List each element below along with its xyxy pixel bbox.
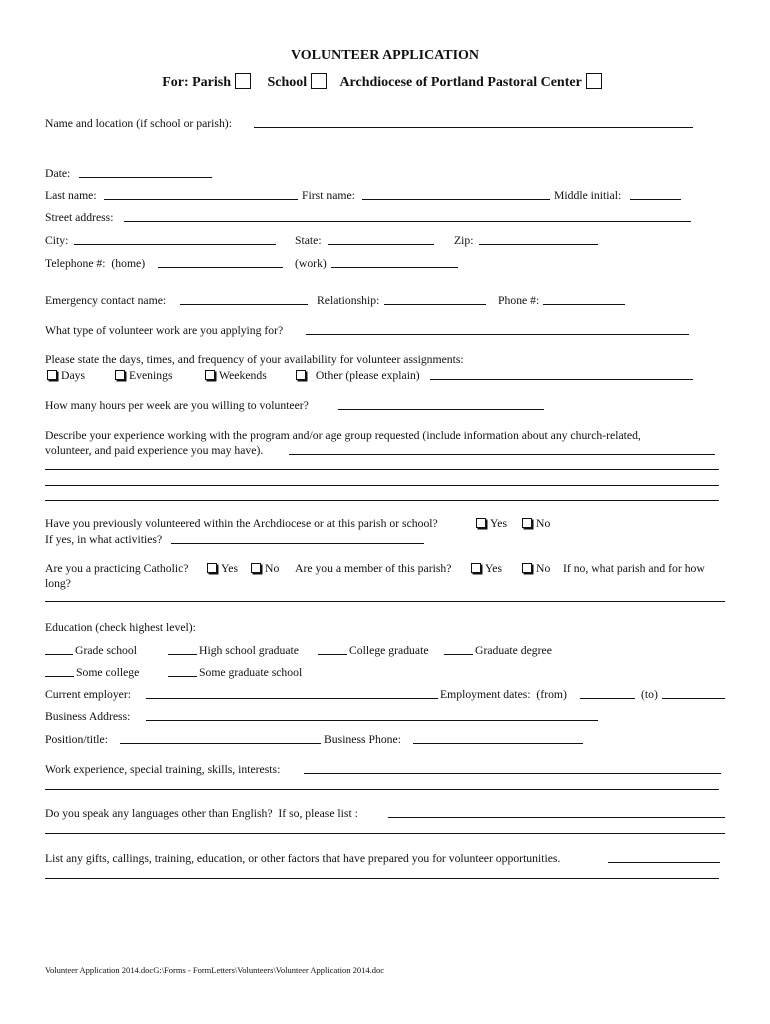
position-field[interactable]	[120, 743, 321, 744]
business-address-field[interactable]	[146, 720, 598, 721]
work-type-field[interactable]	[306, 334, 689, 335]
archdiocese-label: Archdiocese of Portland Pastoral Center	[339, 75, 582, 90]
evenings-label: Evenings	[129, 369, 173, 382]
college-grad-blank[interactable]	[318, 654, 347, 655]
which-parish-field[interactable]	[45, 601, 725, 602]
for-row	[0, 73, 770, 91]
languages-field-1[interactable]	[388, 817, 725, 818]
gifts-field-1[interactable]	[608, 862, 720, 863]
first-name-label: First name:	[302, 189, 355, 202]
street-label: Street address:	[45, 211, 114, 224]
middle-initial-label: Middle initial:	[554, 189, 622, 202]
days-label: Days	[61, 369, 86, 382]
hours-field[interactable]	[338, 409, 544, 410]
languages-label: Do you speak any languages other than English? If so, please list :	[45, 807, 358, 820]
prev-yes-option[interactable]	[476, 517, 507, 531]
member-label: Are you a member of this parish?	[295, 562, 452, 575]
telephone-home-label: Telephone #: (home)	[45, 257, 146, 270]
name-location-field[interactable]	[254, 127, 693, 128]
catholic-yes-label: Yes	[221, 562, 239, 575]
gifts-label: List any gifts, callings, training, education, or other factors that have prepared you for volunteer opportunities.	[45, 852, 561, 865]
some-graduate-label: Some graduate school	[199, 666, 303, 679]
activities-field[interactable]	[171, 543, 424, 544]
days-checkbox[interactable]	[47, 370, 57, 380]
evenings-option[interactable]	[115, 369, 173, 383]
business-address-label: Business Address:	[45, 710, 131, 723]
catholic-no-label: No	[265, 562, 280, 575]
street-field[interactable]	[124, 221, 691, 222]
employment-to-label: (to)	[641, 688, 658, 701]
experience-field-4[interactable]	[45, 500, 719, 501]
activities-label: If yes, in what activities?	[45, 533, 163, 546]
member-yes-checkbox[interactable]	[471, 563, 481, 573]
experience-label-2: volunteer, and paid experience you may have).	[45, 444, 264, 457]
long-label: long?	[45, 577, 71, 590]
catholic-no-checkbox[interactable]	[251, 563, 261, 573]
school-checkbox[interactable]	[311, 73, 327, 89]
high-school-blank[interactable]	[168, 654, 197, 655]
evenings-checkbox[interactable]	[115, 370, 125, 380]
city-field[interactable]	[74, 244, 276, 245]
other-checkbox[interactable]	[296, 370, 306, 380]
education-label: Education (check highest level):	[45, 621, 196, 634]
other-option[interactable]	[296, 369, 420, 383]
gifts-field-2[interactable]	[45, 878, 719, 879]
school-label: School	[267, 75, 308, 90]
telephone-work-label: (work)	[295, 257, 327, 270]
member-no-label: No	[536, 562, 551, 575]
work-experience-field-2[interactable]	[45, 789, 719, 790]
work-type-label: What type of volunteer work are you applying for?	[45, 324, 284, 337]
date-field[interactable]	[79, 177, 212, 178]
graduate-degree-blank[interactable]	[444, 654, 473, 655]
member-yes-option[interactable]	[471, 562, 502, 576]
some-college-label: Some college	[76, 666, 140, 679]
catholic-yes-option[interactable]	[207, 562, 238, 576]
prev-no-label: No	[536, 517, 551, 530]
weekends-label: Weekends	[219, 369, 267, 382]
employment-to-field[interactable]	[662, 698, 725, 699]
weekends-option[interactable]	[205, 369, 267, 383]
employment-dates-label: Employment dates: (from)	[440, 688, 567, 701]
prev-no-option[interactable]	[522, 517, 550, 531]
phone-field[interactable]	[543, 304, 625, 305]
other-field[interactable]	[430, 379, 693, 380]
catholic-yes-checkbox[interactable]	[207, 563, 217, 573]
parish-checkbox[interactable]	[235, 73, 251, 89]
experience-field-1[interactable]	[289, 454, 715, 455]
phone-label: Phone #:	[498, 294, 540, 307]
first-name-field[interactable]	[362, 199, 550, 200]
telephone-work-field[interactable]	[331, 267, 458, 268]
employer-field[interactable]	[146, 698, 438, 699]
name-location-label: Name and location (if school or parish):	[45, 117, 232, 130]
employment-from-field[interactable]	[580, 698, 635, 699]
which-parish-label: If no, what parish and for how	[563, 562, 705, 575]
emergency-field[interactable]	[180, 304, 308, 305]
member-no-checkbox[interactable]	[522, 563, 532, 573]
business-phone-field[interactable]	[413, 743, 583, 744]
availability-label: Please state the days, times, and frequency of your availability for volunteer assignments:	[45, 353, 464, 366]
middle-initial-field[interactable]	[630, 199, 681, 200]
days-option[interactable]	[47, 369, 85, 383]
other-label: Other (please explain)	[315, 369, 420, 382]
college-grad-label: College graduate	[349, 644, 429, 657]
experience-label-1: Describe your experience working with the program and/or age group requested (include information about any church-related,	[45, 429, 641, 442]
telephone-home-field[interactable]	[158, 267, 283, 268]
prev-yes-checkbox[interactable]	[476, 518, 486, 528]
prev-yes-label: Yes	[490, 517, 508, 530]
employer-label: Current employer:	[45, 688, 132, 701]
some-graduate-blank[interactable]	[168, 676, 197, 677]
relationship-label: Relationship:	[317, 294, 380, 307]
last-name-label: Last name:	[45, 189, 97, 202]
languages-field-2[interactable]	[45, 833, 725, 834]
footer-path: Volunteer Application 2014.docG:\Forms - FormLetters\Volunteers\Volunteer Application 2014.doc	[45, 965, 385, 975]
state-label: State:	[295, 234, 322, 247]
member-no-option[interactable]	[522, 562, 550, 576]
prev-no-checkbox[interactable]	[522, 518, 532, 528]
grade-school-blank[interactable]	[45, 654, 73, 655]
emergency-label: Emergency contact name:	[45, 294, 167, 307]
form-title: VOLUNTEER APPLICATION	[290, 48, 480, 63]
work-experience-field-1[interactable]	[304, 773, 721, 774]
work-experience-label: Work experience, special training, skills, interests:	[45, 763, 281, 776]
business-phone-label: Business Phone:	[324, 733, 401, 746]
graduate-degree-label: Graduate degree	[475, 644, 552, 657]
catholic-label: Are you a practicing Catholic?	[45, 562, 189, 575]
zip-field[interactable]	[479, 244, 598, 245]
experience-field-2[interactable]	[45, 469, 719, 470]
experience-field-3[interactable]	[45, 485, 719, 486]
high-school-label: High school graduate	[199, 644, 299, 657]
grade-school-label: Grade school	[75, 644, 137, 657]
some-college-blank[interactable]	[45, 676, 74, 677]
hours-label: How many hours per week are you willing to volunteer?	[45, 399, 309, 412]
for-parish-label: For: Parish	[162, 75, 232, 90]
archdiocese-checkbox[interactable]	[586, 73, 602, 89]
position-label: Position/title:	[45, 733, 108, 746]
date-label: Date:	[45, 167, 71, 180]
last-name-field[interactable]	[104, 199, 298, 200]
catholic-no-option[interactable]	[251, 562, 279, 576]
relationship-field[interactable]	[384, 304, 486, 305]
state-field[interactable]	[328, 244, 434, 245]
prev-volunteer-label: Have you previously volunteered within the Archdiocese or at this parish or school?	[45, 517, 438, 530]
member-yes-label: Yes	[485, 562, 503, 575]
zip-label: Zip:	[454, 234, 474, 247]
weekends-checkbox[interactable]	[205, 370, 215, 380]
city-label: City:	[45, 234, 69, 247]
